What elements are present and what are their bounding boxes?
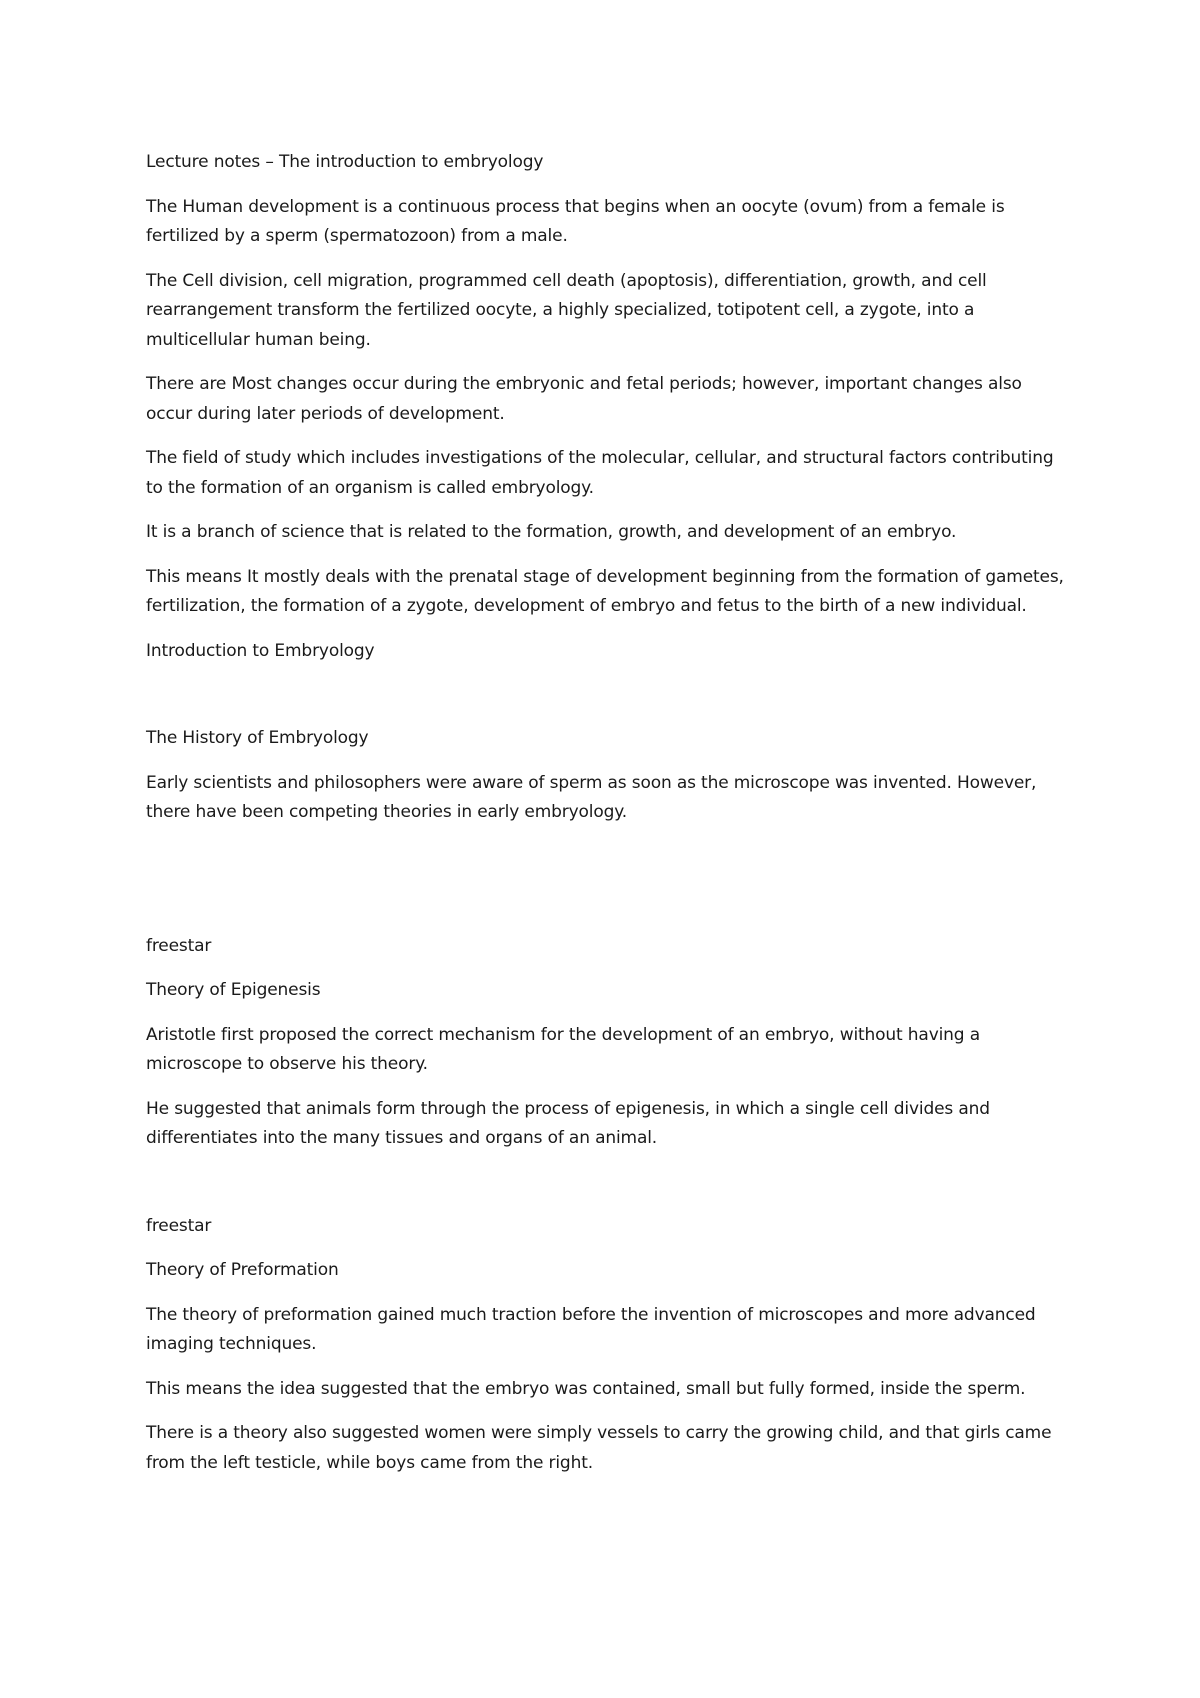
spacer — [146, 681, 1066, 724]
spacer — [146, 1169, 1066, 1212]
paragraph: The Human development is a continuous process that begins when an oocyte (ovum) from a female is fertilized by a sperm (spermatozoon) from a male. — [146, 196, 1005, 246]
paragraph: The theory of preformation gained much traction before the invention of microscopes and more advanced imaging techniques. — [146, 1304, 1036, 1354]
freestar-marker: freestar — [146, 935, 212, 956]
paragraph: There is a theory also suggested women were simply vessels to carry the growing child, and that girls came from the left testicle, while boys came from the right. — [146, 1423, 1052, 1473]
section-heading-history: The History of Embryology — [146, 728, 369, 748]
paragraph: Aristotle first proposed the correct mechanism for the development of an embryo, without having a microscope to observe his theory. — [146, 1024, 980, 1074]
paragraph: It is a branch of science that is related to the formation, growth, and development of an embryo. — [146, 522, 957, 542]
section-heading-preformation: Theory of Preformation — [146, 1260, 339, 1280]
paragraph: He suggested that animals form through the process of epigenesis, in which a single cell divides and differentiates into the many tissues and organs of an animal. — [146, 1098, 990, 1148]
document-title: Lecture notes – The introduction to embryology — [146, 152, 544, 172]
section-heading-introduction: Introduction to Embryology — [146, 640, 375, 661]
paragraph: Early scientists and philosophers were aware of sperm as soon as the microscope was invented. However, there have been competing theories in early embryology. — [146, 772, 1037, 822]
paragraph: The Cell division, cell migration, programmed cell death (apoptosis), differentiation, growth, and cell rearrangement transform the fertilized oocyte, a highly specialized, totipotent cell, a zygote, into a multicellular human being. — [146, 270, 987, 350]
paragraph: There are Most changes occur during the embryonic and fetal periods; however, important changes also occur during later periods of development. — [146, 374, 1022, 424]
freestar-marker: freestar — [146, 1215, 212, 1236]
document-body — [146, 148, 1066, 1493]
spacer — [146, 843, 1066, 932]
section-heading-epigenesis: Theory of Epigenesis — [146, 980, 321, 1000]
paragraph: This means It mostly deals with the prenatal stage of development beginning from the formation of gametes, fertilization, the formation of a zygote, development of embryo and fetus to the birth of a new individual. — [146, 566, 1064, 616]
paragraph: This means the idea suggested that the embryo was contained, small but fully formed, inside the sperm. — [146, 1378, 1026, 1399]
paragraph: The field of study which includes investigations of the molecular, cellular, and structural factors contributing to the formation of an organism is called embryology. — [146, 448, 1054, 498]
